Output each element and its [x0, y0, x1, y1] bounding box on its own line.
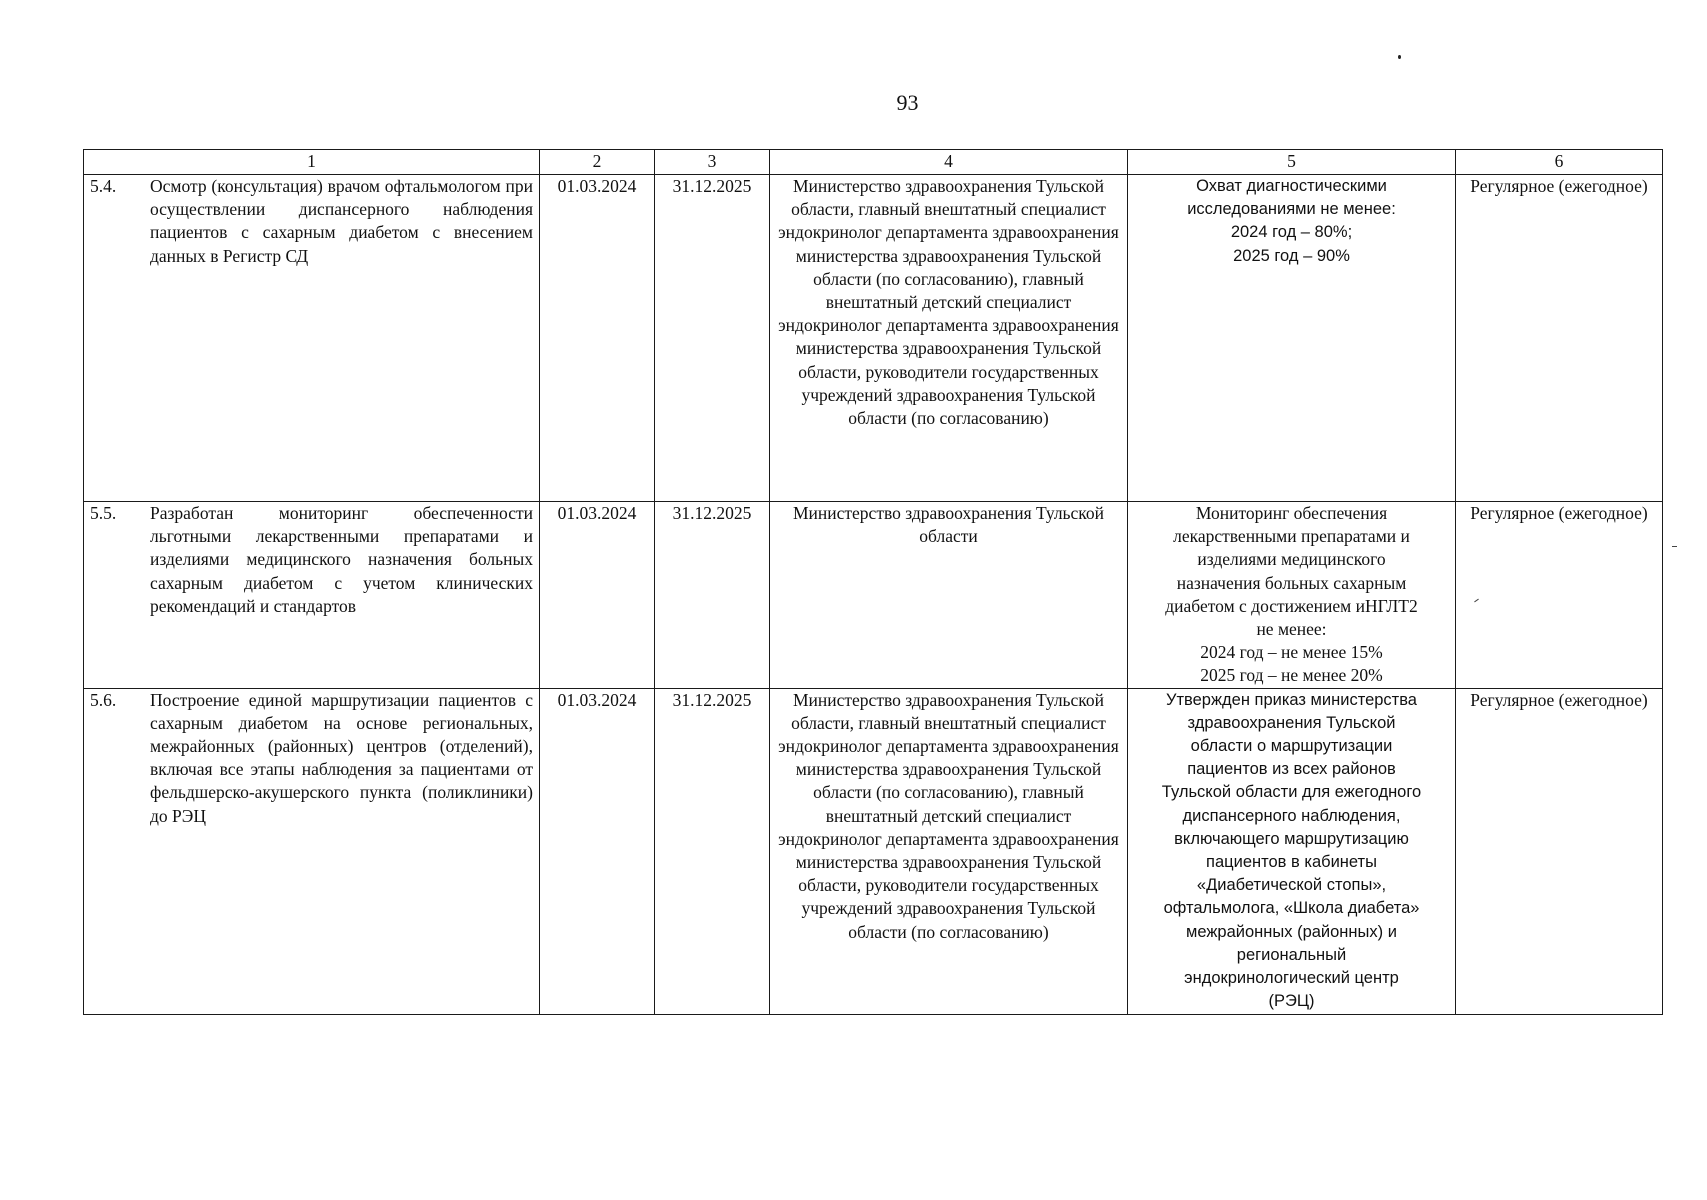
result-cell: [1128, 175, 1456, 502]
scan-dash-mark: [1672, 546, 1677, 547]
responsible-text: Министерство здравоохранения Тульской области: [770, 502, 1128, 689]
result-line: Утвержден приказ министерства: [1166, 690, 1417, 709]
result-line: Охват диагностическими: [1196, 177, 1387, 195]
result-line: Мониторинг обеспечения: [1195, 503, 1388, 523]
result-line: межрайонных (районных) и: [1186, 922, 1397, 941]
end-date: 31.12.2025: [655, 688, 770, 1014]
result-line: Тульской области для ежегодного: [1161, 783, 1422, 802]
column-header-5: 5: [1128, 150, 1456, 175]
end-date: 31.12.2025: [655, 502, 770, 689]
result-line: 2024 год – 80%;: [1230, 223, 1353, 242]
result-cell: [1128, 502, 1456, 689]
column-header-6: 6: [1456, 150, 1663, 175]
result-cell: [1128, 688, 1456, 1014]
task-cell: [84, 502, 540, 689]
result-line: региональный: [1236, 945, 1347, 964]
result-line: диспансерного наблюдения,: [1182, 806, 1401, 825]
row-number: 5.4.: [90, 176, 117, 196]
plan-table: [83, 149, 1663, 1015]
result-line: 2024 год – не менее 15%: [1200, 642, 1383, 663]
result-line: «Диабетической стопы»,: [1196, 876, 1387, 895]
result-line: пациентов из всех районов: [1187, 760, 1396, 779]
row-number: 5.5.: [90, 503, 117, 523]
result-line: здравоохранения Тульской: [1187, 713, 1396, 732]
start-date: 01.03.2024: [540, 688, 655, 1014]
periodicity-text: Регулярное (ежегодное): [1456, 502, 1663, 689]
result-line: включающего маршрутизацию: [1174, 829, 1409, 848]
periodicity-text: Регулярное (ежегодное): [1456, 175, 1663, 502]
result-line: назначения больных сахарным: [1176, 572, 1407, 593]
table-row: [84, 175, 1663, 502]
task-text: Разработан мониторинг обеспеченности льготными лекарственными препаратами и изделиями медицинского назначения больных сахарным диабетом с учетом клинических рекомендаций и стандартов: [150, 503, 533, 616]
task-cell: [84, 688, 540, 1014]
table-row: [84, 502, 1663, 689]
responsible-text: Министерство здравоохранения Тульской области, главный внештатный специалист эндокринолог департамента здравоохранения министерства здравоохранения Тульской области (по согласованию), главный внештатный детский специалист эндокринолог департамента здравоохранения министерства здравоохранения Тульской области, руководители государственных учреждений здравоохранения Тульской области (по согласованию): [770, 688, 1128, 1014]
start-date: 01.03.2024: [540, 175, 655, 502]
column-header-1: 1: [84, 150, 540, 175]
scan-dot-mark: [1398, 55, 1401, 59]
result-line: эндокринологический центр: [1184, 969, 1399, 988]
result-line: изделиями медицинского: [1197, 549, 1386, 570]
result-line: пациентов в кабинеты: [1206, 853, 1377, 872]
result-line: не менее:: [1256, 619, 1327, 640]
result-line: диабетом с достижением иНГЛТ2: [1165, 595, 1418, 616]
result-line: лекарственными препаратами и: [1173, 526, 1410, 547]
result-line: (РЭЦ): [1268, 992, 1315, 1011]
end-date: 31.12.2025: [655, 175, 770, 502]
result-line: исследованиями не менее:: [1187, 200, 1396, 219]
start-date: 01.03.2024: [540, 502, 655, 689]
row-number: 5.6.: [90, 689, 117, 710]
page-number: 93: [896, 90, 919, 115]
responsible-text: Министерство здравоохранения Тульской области, главный внештатный специалист эндокринолог департамента здравоохранения министерства здравоохранения Тульской области (по согласованию), главный внештатный детский специалист эндокринолог департамента здравоохранения министерства здравоохранения Тульской области, руководители государственных учреждений здравоохранения Тульской области (по согласованию): [770, 175, 1128, 502]
result-line: офтальмолога, «Школа диабета»: [1163, 899, 1420, 918]
task-text: Построение единой маршрутизации пациентов с сахарным диабетом на основе региональных, межрайонных (районных) центров (отделений), включая все этапы наблюдения за пациентами от фельдшерско-акушерского пункта (поликлиники) до РЭЦ: [150, 689, 533, 826]
result-line: области о маршрутизации: [1190, 737, 1393, 756]
column-header-3: 3: [655, 150, 770, 175]
task-cell: [84, 175, 540, 502]
table-row: [84, 688, 1663, 1014]
result-line: 2025 год – не менее 20%: [1200, 665, 1383, 686]
column-header-2: 2: [540, 150, 655, 175]
column-header-4: 4: [770, 150, 1128, 175]
result-line: 2025 год – 90%: [1233, 246, 1350, 265]
periodicity-text: Регулярное (ежегодное): [1456, 688, 1663, 1014]
task-text: Осмотр (консультация) врачом офтальмологом при осуществлении диспансерного наблюдения пациентов с сахарным диабетом с внесением данных в Регистр СД: [150, 176, 533, 266]
header-row: [84, 150, 1663, 175]
